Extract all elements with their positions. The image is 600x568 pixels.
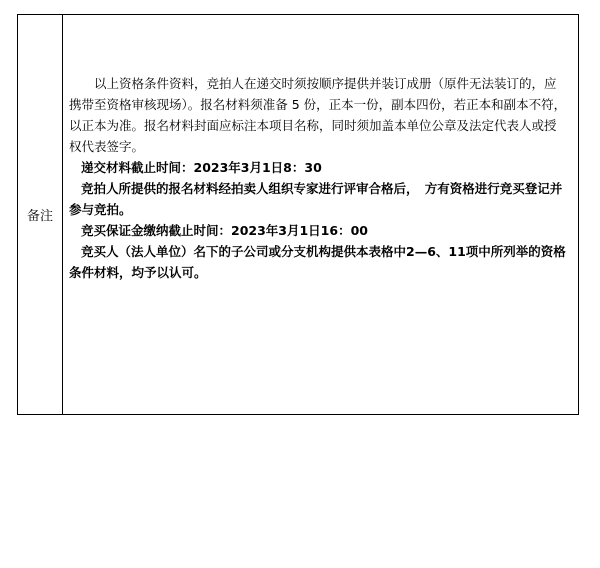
remarks-paragraph-subsidiaries: 竞买人（法人单位）名下的子公司或分支机构提供本表格中2—6、11项中所列举的资格条件材料，均予以认可。	[69, 244, 566, 280]
remarks-table	[17, 14, 579, 415]
remarks-paragraph-review: 竞拍人所提供的报名材料经拍卖人组织专家进行评审合格后， 方有资格进行竞买登记并参与竞拍。	[69, 181, 563, 217]
remarks-label: 备注	[18, 15, 63, 414]
remarks-content	[63, 15, 578, 414]
remarks-paragraph-materials: 以上资格条件资料，竞拍人在递交时须按顺序提供并装订成册（原件无法装订的，应携带至资格审核现场）。报名材料须准备 5 份，正本一份，副本四份，若正本和副本不符，以正本为准。报名材料封面应标注本项目名称，同时须加盖本单位公章及法定代表人或授权代表签字。	[69, 76, 567, 154]
remarks-paragraph-submission-deadline: 递交材料截止时间：2023年3月1日8：30	[81, 160, 322, 175]
remarks-paragraph-deposit-deadline: 竞买保证金缴纳截止时间：2023年3月1日16：00	[81, 223, 368, 238]
